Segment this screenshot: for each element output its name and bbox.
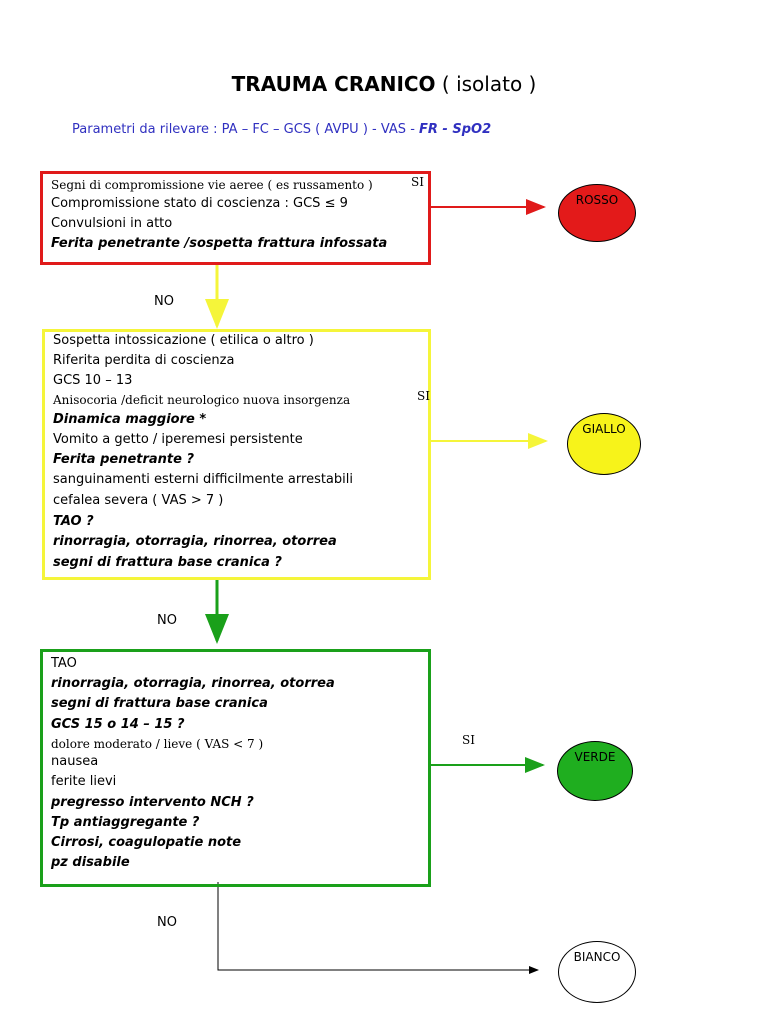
page-title (0, 72, 768, 96)
red-si-label: SI (411, 175, 424, 189)
yellow-line-10: TAO ? (53, 514, 94, 529)
green-si-label: SI (462, 733, 475, 747)
red-line-1: Segni di compromissione vie aeree ( es russamento ) (51, 178, 373, 192)
title-sub: ( isolato ) (435, 72, 537, 96)
red-line-4: Ferita penetrante /sospetta frattura infossata (51, 236, 388, 251)
yellow-si-label: SI (417, 389, 430, 403)
green-line-4: GCS 15 o 14 – 15 ? (51, 717, 185, 732)
yellow-line-7: Ferita penetrante ? (53, 452, 195, 467)
outcome-verde (557, 741, 633, 801)
outcome-bianco-label: BIANCO (573, 950, 621, 964)
yellow-line-12: segni di frattura base cranica ? (53, 555, 282, 570)
yellow-criteria-box (42, 329, 431, 580)
yellow-line-3: GCS 10 – 13 (53, 373, 133, 388)
outcome-giallo (567, 413, 641, 475)
parameters-emphasis: FR - SpO2 (419, 122, 492, 137)
outcome-verde-label: VERDE (574, 750, 616, 764)
no-label-3: NO (157, 915, 177, 930)
red-criteria-box (40, 171, 431, 265)
green-line-10: Cirrosi, coagulopatie note (51, 835, 242, 850)
green-line-9: Tp antiaggregante ? (51, 815, 200, 830)
yellow-line-5: Dinamica maggiore * (53, 412, 207, 427)
green-criteria-box (40, 649, 431, 887)
red-line-3: Convulsioni in atto (51, 216, 173, 231)
outcome-rosso (558, 184, 636, 242)
green-line-3: segni di frattura base cranica (51, 696, 268, 711)
green-line-11: pz disabile (51, 855, 130, 870)
yellow-line-11: rinorragia, otorragia, rinorrea, otorrea (53, 534, 337, 549)
yellow-line-6: Vomito a getto / iperemesi persistente (53, 432, 303, 447)
title-main: TRAUMA CRANICO (231, 72, 436, 96)
outcome-bianco (558, 941, 636, 1003)
red-line-2: Compromissione stato di coscienza : GCS ≤ 9 (51, 196, 348, 211)
green-line-5: dolore moderato / lieve ( VAS < 7 ) (51, 737, 264, 751)
yellow-line-1: Sospetta intossicazione ( etilica o altro ) (53, 333, 314, 348)
outcome-rosso-label: ROSSO (575, 193, 619, 207)
green-line-6: nausea (51, 754, 99, 769)
yellow-line-8: sanguinamenti esterni difficilmente arrestabili (53, 472, 353, 487)
green-line-7: ferite lievi (51, 774, 117, 789)
no-label-2: NO (157, 613, 177, 628)
green-line-1: TAO (51, 656, 77, 671)
outcome-giallo-label: GIALLO (582, 422, 626, 436)
green-line-8: pregresso intervento NCH ? (51, 795, 254, 810)
no-label-1: NO (154, 294, 174, 309)
parameters-line (72, 122, 491, 137)
parameters-text: Parametri da rilevare : PA – FC – GCS ( AVPU ) - VAS - (72, 122, 420, 137)
yellow-line-9: cefalea severa ( VAS > 7 ) (53, 493, 224, 508)
yellow-line-2: Riferita perdita di coscienza (53, 353, 235, 368)
green-line-2: rinorragia, otorragia, rinorrea, otorrea (51, 676, 335, 691)
yellow-line-4: Anisocoria /deficit neurologico nuova insorgenza (53, 393, 351, 407)
arrow-green-to-bianco (218, 882, 538, 970)
